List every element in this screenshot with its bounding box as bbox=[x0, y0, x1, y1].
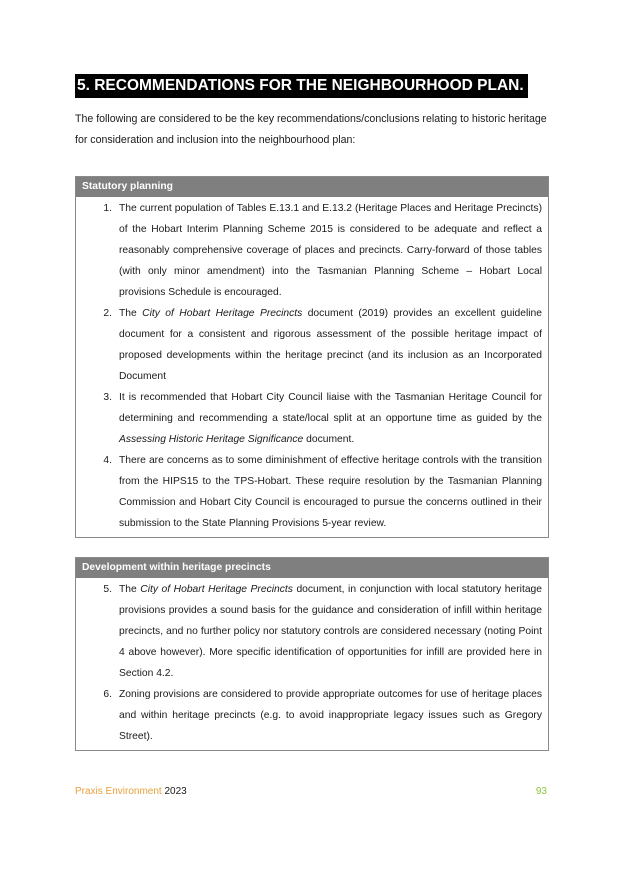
recommendation-item bbox=[76, 387, 548, 450]
development-heritage-header: Development within heritage precincts bbox=[76, 558, 548, 578]
recommendation-item bbox=[76, 450, 548, 534]
footer-brand: Praxis Environment bbox=[75, 786, 162, 797]
item-number: 2. bbox=[103, 308, 112, 319]
statutory-planning-box bbox=[75, 176, 549, 538]
section-heading: 5. RECOMMENDATIONS FOR THE NEIGHBOURHOOD PLAN. bbox=[75, 74, 528, 98]
footer-year: 2023 bbox=[164, 786, 187, 797]
page-number: 93 bbox=[535, 786, 547, 797]
statutory-planning-list bbox=[76, 197, 548, 537]
item-text: The bbox=[119, 584, 141, 595]
document-title-text: Assessing Historic Heritage Significance bbox=[119, 434, 304, 445]
item-text: document, in conjunction with local statutory heritage provisions provides a sound basis for the guidance and consideration of infill within heritage precincts, and no further policy nor statutory controls are considered necessary (noting Point 4 above however). More specific identification of opportunities for infill are provided here in Section 4.2. bbox=[119, 584, 543, 679]
item-text: document (2019) provides an excellent guideline document for a consistent and rigorous assessment of the possible heritage impact of proposed developments within the heritage precinct (and its inclusion as an Incorporated Document bbox=[119, 308, 542, 382]
item-number: 3. bbox=[103, 392, 112, 403]
item-number: 4. bbox=[103, 455, 112, 466]
development-heritage-list bbox=[76, 578, 548, 750]
document-title-text: City of Hobart Heritage Precincts bbox=[142, 308, 303, 319]
recommendation-item bbox=[76, 303, 548, 387]
item-text: There are concerns as to some diminishment of effective heritage controls with the transition from the HIPS15 to the TPS-Hobart. These require resolution by the Tasmanian Planning Commission and Hobart City Council is encouraged to pursue the concerns outlined in their submission to the State Planning Provisions 5-year review. bbox=[119, 455, 542, 529]
item-number: 1. bbox=[103, 203, 112, 214]
item-text: The current population of Tables E.13.1 and E.13.2 (Heritage Places and Heritage Precincts) of the Hobart Interim Planning Scheme 2015 is considered to be adequate and reflect a reasonably comprehensive coverage of places and precincts. Carry-forward of those tables (with only minor amendment) into the Tasmanian Planning Scheme – Hobart Local provisions Schedule is encouraged. bbox=[119, 203, 542, 298]
recommendation-item bbox=[76, 579, 548, 684]
item-text: It is recommended that Hobart City Council liaise with the Tasmanian Heritage Council for determining and recommending a state/local split at an opportune time as guided by the bbox=[119, 392, 542, 424]
development-heritage-box bbox=[75, 557, 549, 751]
item-text: document. bbox=[303, 434, 355, 445]
intro-paragraph: The following are considered to be the key recommendations/conclusions relating to historic heritage for consideration and inclusion into the neighbourhood plan: bbox=[75, 113, 547, 146]
recommendation-item bbox=[76, 684, 548, 747]
statutory-planning-header: Statutory planning bbox=[76, 177, 548, 197]
item-number: 6. bbox=[103, 689, 112, 700]
item-number: 5. bbox=[103, 584, 112, 595]
document-title-text: City of Hobart Heritage Precincts bbox=[140, 584, 293, 595]
recommendation-item bbox=[76, 198, 548, 303]
item-text: The bbox=[119, 308, 143, 319]
footer-credit bbox=[75, 785, 187, 799]
item-text: Zoning provisions are considered to provide appropriate outcomes for use of heritage places and within heritage precincts (e.g. to avoid inappropriate legacy issues such as Gregory Street). bbox=[119, 689, 542, 742]
